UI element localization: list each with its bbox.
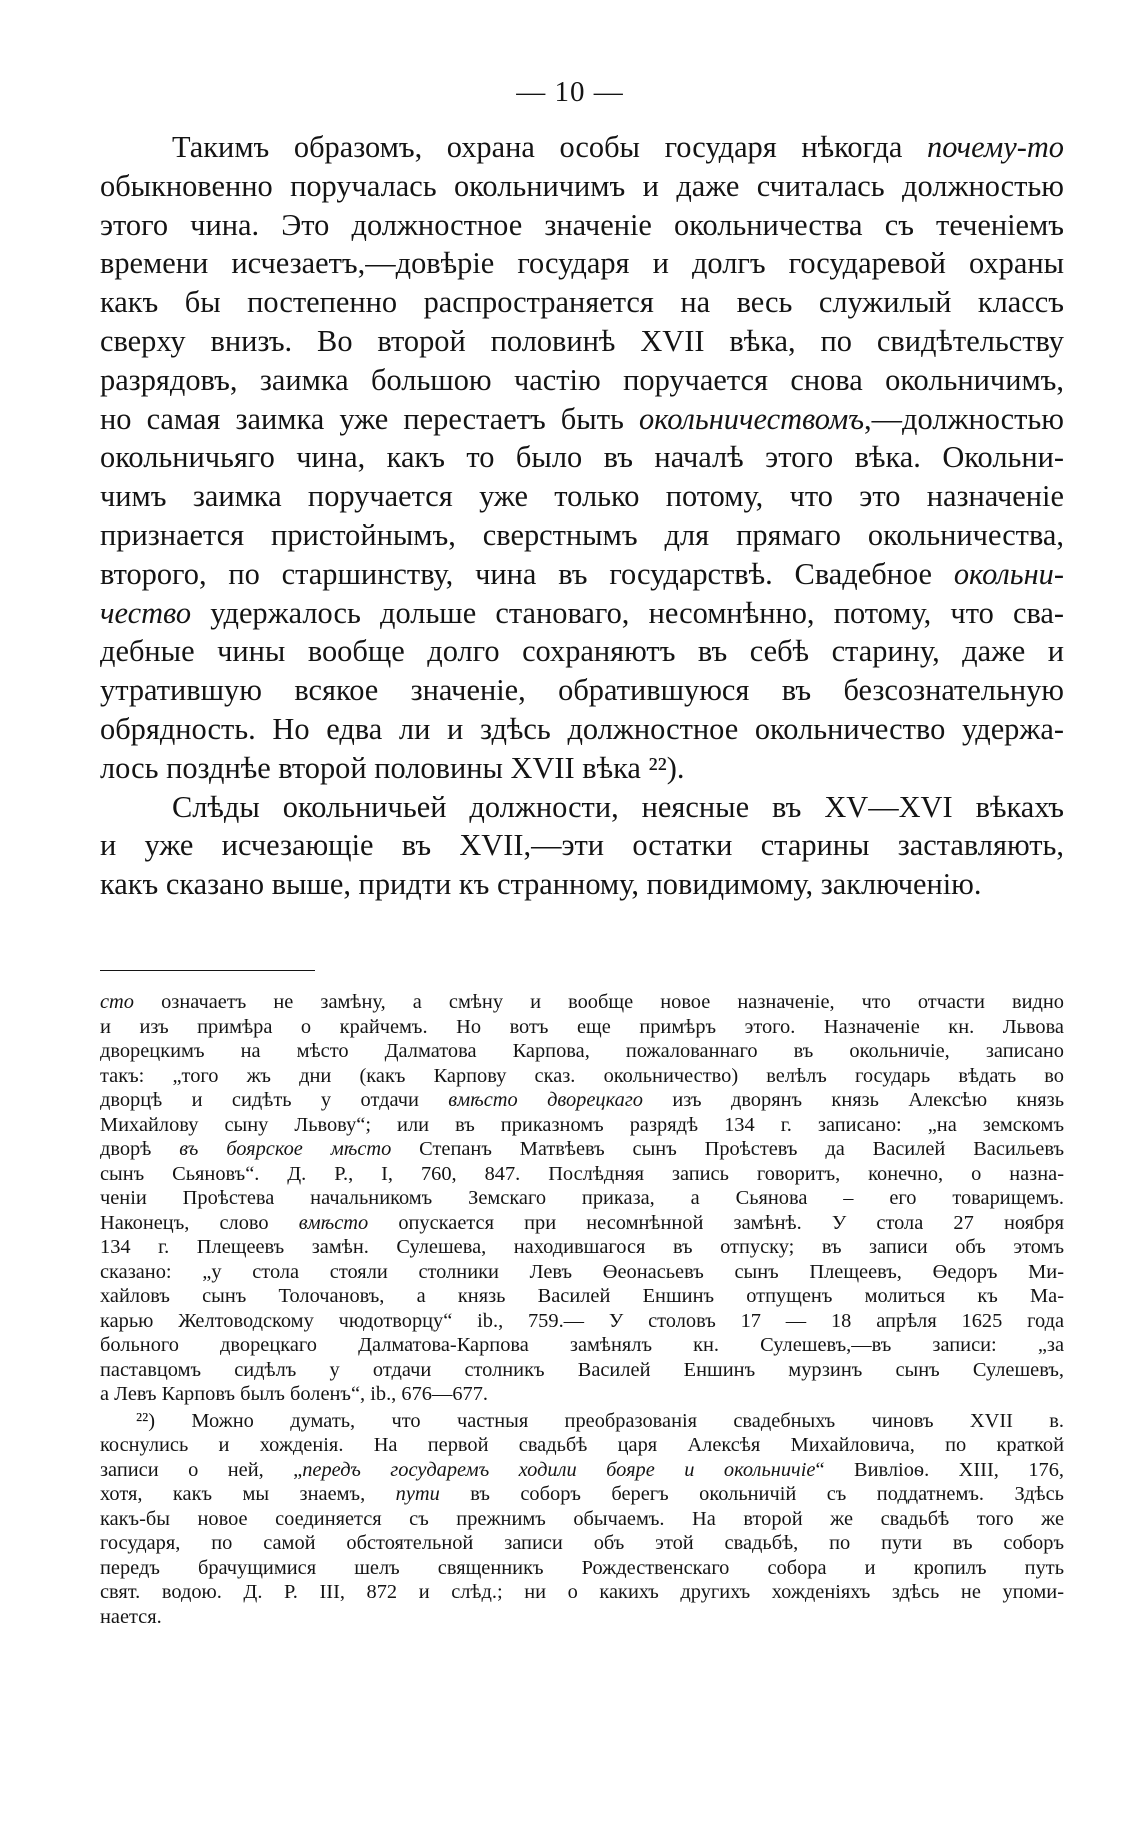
text-run: разрядовъ, заимка большою частію поручается снова окольничимъ, (100, 362, 1064, 397)
text-run: нается. (100, 1605, 162, 1628)
footnote-line (100, 1482, 1064, 1507)
footnote-line (100, 1088, 1064, 1113)
text-line: Слѣды окольничьей должности, неясные въ XV—XVI вѣкахъ (172, 789, 1064, 824)
text-run: сказано: „у стола стояли столники Левъ Өеонасьевъ сынъ Плещеевъ, Өедоръ Ми- (100, 1260, 1064, 1283)
italic-text: сто (100, 991, 134, 1013)
italic-text: въ боярское мѣсто (179, 1138, 392, 1160)
italic-text: вмѣсто дворецкаго (448, 1089, 643, 1111)
text-line (100, 322, 1064, 361)
text-run: какъ бы постепенно распространяется на весь служилый классъ (100, 285, 1064, 320)
footnote-21 (100, 990, 1064, 1407)
footnote-divider (100, 970, 315, 971)
footnotes (100, 990, 1064, 1629)
footnote-line (100, 1433, 1064, 1458)
footnote-line (100, 1039, 1064, 1064)
text-run: времени исчезаетъ,—довѣріе государя и долгъ государевой охраны (100, 246, 1064, 281)
text-line (100, 128, 1064, 167)
text-run: а Левъ Карповъ былъ боленъ“, ib., 676—677. (100, 1383, 489, 1405)
text-line (100, 477, 1064, 516)
text-run: свят. водою. Д. Р. III, 872 и слѣд.; ни о какихъ другихъ хожденіяхъ здѣсь не упоми- (100, 1581, 1064, 1603)
paragraph-1 (100, 128, 1064, 788)
text-run: ²²) Можно думать, что частныя преобразованія свадебныхъ чиновъ XVII в. (136, 1409, 1064, 1432)
text-run: и изъ примѣра о крайчемъ. Но вотъ еще примѣръ этого. Назначеніе кн. Львова (100, 1015, 1064, 1038)
footnote-line (100, 1458, 1064, 1483)
text-line: какъ сказано выше, придти къ странному, повидимому, заключенію. (100, 867, 982, 902)
text-line (100, 283, 1064, 322)
text-line (100, 594, 1064, 633)
footnote-line (100, 1162, 1064, 1187)
footnote-line (100, 1284, 1064, 1309)
text-run: этого чина. Это должностное значеніе окольничества съ теченіемъ (100, 207, 1064, 242)
text-line (100, 516, 1064, 555)
text-run: лось позднѣе второй половины XVII вѣка ²²). (100, 750, 685, 785)
text-line (100, 671, 1064, 710)
italic-text: окольничествомъ (638, 401, 865, 436)
text-line (100, 438, 1064, 477)
text-line (100, 244, 1064, 283)
text-run: Такимъ образомъ, охрана особы государя нѣкогда (172, 130, 928, 164)
footnote-line (100, 1382, 1064, 1407)
text-run: означаетъ не замѣну, а смѣну и вообще новое назначеніе, что отчасти видно (133, 991, 1064, 1013)
text-run: чимъ заимка поручается уже только потому, что это назначеніе (100, 479, 1064, 514)
main-text (100, 128, 1064, 904)
footnote-line (100, 1064, 1064, 1089)
footnote-line (100, 1556, 1064, 1581)
text-run: сынъ Сьяновъ“. Д. Р., I, 760, 847. Послѣдняя запись говоритъ, конечно, о назна- (100, 1162, 1064, 1185)
italic-text: пути (395, 1483, 440, 1505)
text-run: ченіи Проѣстева начальникомъ Земскаго приказа, а Сьянова – его товарищемъ. (100, 1187, 1064, 1209)
footnote-line (100, 1531, 1064, 1556)
text-run: передъ брачущимися шелъ священникъ Рождественскаго собора и кропилъ путь (100, 1556, 1064, 1579)
italic-text: вмѣсто (298, 1211, 369, 1234)
footnote-line (100, 1113, 1064, 1138)
italic-text: передъ государемъ ходили бояре и окольничіе (302, 1458, 816, 1481)
text-run: дворцѣ и сидѣть у отдачи (100, 1089, 449, 1111)
text-run: коснулись и хожденія. На первой свадьбѣ царя Алексѣя Михайловича, по краткой (100, 1434, 1064, 1456)
text-run: дворецкимъ на мѣсто Далматова Карпова, пожалованнаго въ окольничіе, записано (100, 1040, 1064, 1062)
text-line (100, 206, 1064, 245)
text-run: 134 г. Плещеевъ замѣн. Сулешева, находившагося въ отпуску; въ записи объ этомъ (100, 1236, 1064, 1258)
text-run: но самая заимка уже перестаетъ быть (100, 401, 639, 436)
text-line (100, 749, 1064, 788)
footnote-line (100, 1211, 1064, 1236)
footnote-line (100, 1605, 1064, 1630)
footnote-line (100, 990, 1064, 1015)
text-run: опускается при несомнѣнной замѣнѣ. У стола 27 ноября (368, 1211, 1064, 1234)
text-run: въ соборъ берегъ окольничій съ поддатнемъ. Здѣсь (439, 1483, 1064, 1505)
text-run: больного дворецкаго Далматова-Карпова замѣнялъ кн. Сулешевъ,—въ записи: „за (100, 1334, 1064, 1356)
text-run: изъ дворянъ князь Алексѣю князь (643, 1089, 1065, 1111)
footnote-line (100, 1137, 1064, 1162)
text-line (100, 361, 1064, 400)
italic-text: почему-то (927, 130, 1064, 164)
text-run: обрядность. Но едва ли и здѣсь должностное окольничество удержа- (100, 711, 1064, 746)
text-run: паставцомъ сидѣлъ у отдачи столникъ Василей Еншинъ мурзинъ сынъ Сулешевъ, (100, 1358, 1064, 1381)
text-run: обыкновенно поручалась окольничимъ и даже считалась должностью (100, 168, 1064, 203)
footnote-line (100, 1235, 1064, 1260)
text-run: дебные чины вообще долго сохраняютъ въ себѣ старину, даже и (100, 634, 1064, 669)
text-run: дворѣ (100, 1138, 180, 1160)
text-run: Степанъ Матвѣевъ сынъ Проѣстевъ да Василей Васильевъ (391, 1138, 1064, 1160)
italic-text: чество (100, 595, 192, 630)
text-line: и уже исчезающіе въ XVII,—эти остатки старины заставляють, (100, 828, 1064, 863)
text-run: второго, по старшинству, чина въ государствѣ. Свадебное (100, 556, 954, 591)
footnote-line (100, 1260, 1064, 1285)
text-run: хайловъ сынъ Толочановъ, а князь Василей Еншинъ отпущенъ молиться къ Ма- (100, 1285, 1064, 1307)
text-run: ,—должностью (864, 401, 1064, 436)
italic-text: окольни- (953, 556, 1064, 591)
text-run: Михайлову сыну Львову“; или въ приказномъ разрядѣ 134 г. записано: „на земскомъ (100, 1113, 1064, 1136)
text-run: удержалось дольше становаго, несомнѣнно, потому, что сва- (191, 595, 1064, 630)
footnote-line (100, 1309, 1064, 1334)
text-run: Наконецъ, слово (100, 1211, 299, 1234)
paragraph-2 (100, 788, 1064, 904)
footnote-line (100, 1186, 1064, 1211)
text-line (100, 400, 1064, 439)
text-line (100, 632, 1064, 671)
footnote-line (100, 1015, 1064, 1040)
text-run: такъ: „того жъ дни (какъ Карпову сказ. окольничество) велѣлъ государь вѣдать во (100, 1064, 1064, 1087)
text-run: какъ-бы новое соединяется съ прежнимъ обычаемъ. На второй же свадьбѣ того же (100, 1507, 1064, 1530)
text-run: хотя, какъ мы знаемъ, (100, 1483, 396, 1505)
text-run: записи о ней, „ (100, 1458, 303, 1481)
text-line (100, 167, 1064, 206)
footnote-line (100, 1409, 1064, 1434)
text-run: карью Желтоводскому чюдотворцу“ ib., 759.— У столовъ 17 — 18 апрѣля 1625 года (100, 1309, 1064, 1332)
page-number: — 10 — (516, 76, 624, 108)
text-run: сверху внизъ. Во второй половинѣ XVII вѣка, по свидѣтельству (100, 323, 1064, 358)
text-run: утратившую всякое значеніе, обратившуюся въ безсознательную (100, 673, 1064, 708)
text-run: государя, по самой обстоятельной записи объ этой свадьбѣ, по пути въ соборъ (100, 1532, 1064, 1554)
footnote-22 (100, 1409, 1064, 1630)
text-line (100, 710, 1064, 749)
text-line (100, 555, 1064, 594)
footnote-line (100, 1507, 1064, 1532)
footnote-line (100, 1358, 1064, 1383)
footnote-line (100, 1580, 1064, 1605)
text-run: окольничьяго чина, какъ то было въ началѣ этого вѣка. Окольни- (100, 440, 1064, 475)
footnote-line (100, 1333, 1064, 1358)
text-run: “ Вивліоѳ. XIII, 176, (815, 1458, 1065, 1481)
text-run: признается пристойнымъ, сверстнымъ для прямаго окольничества, (100, 517, 1064, 552)
